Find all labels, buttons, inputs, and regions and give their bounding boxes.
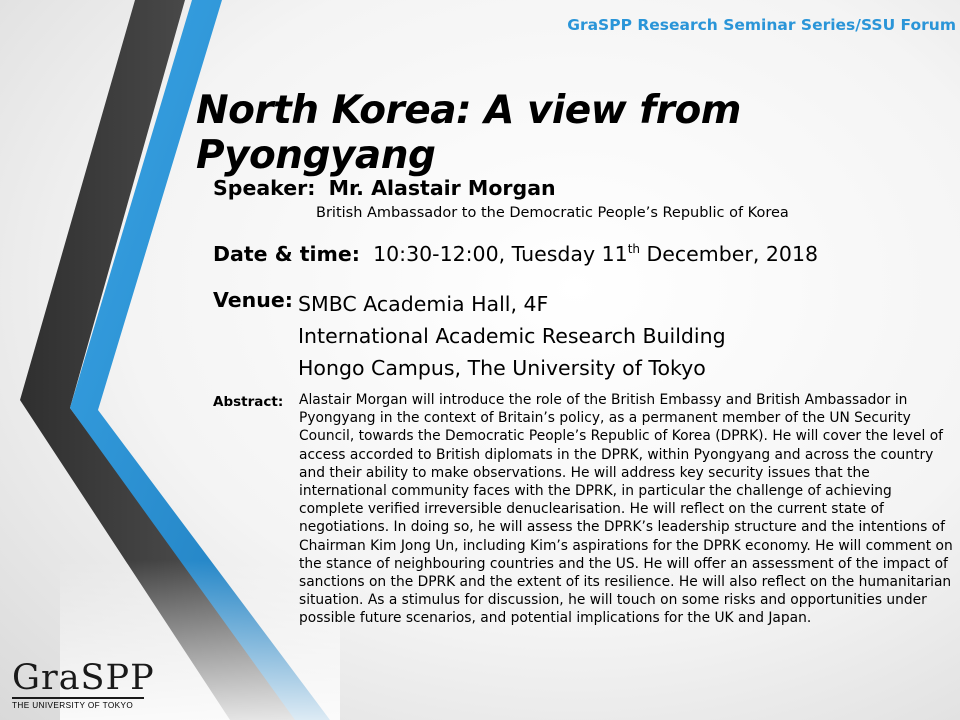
logo-wordmark	[12, 660, 155, 696]
venue-label-line	[213, 288, 293, 312]
date-label: Date & time:	[213, 242, 360, 266]
logo-word-a: GraS	[12, 658, 106, 698]
speaker-name: Mr. Alastair Morgan	[328, 176, 556, 200]
venue-address	[298, 288, 726, 384]
page-title: North Korea: A view from Pyongyang	[196, 88, 741, 178]
speaker-line	[213, 176, 556, 200]
abstract-text: Alastair Morgan will introduce the role of the British Embassy and British Ambassador in Pyongyang in the context of Britain’s policy, as a permanent member of the UN Security Council, towards the Democratic People’s Republic of Korea (DPRK). He will cover the level of access accorded to British diplomats in the DPRK, within Pyongyang and across the country and their ability to make observations. He will address key security issues that the international community faces with the DPRK, in particular the challenge of achieving complete verified irreversible denuclearisation. He will reflect on the current state of negotiations. In doing so, he will assess the DPRK’s leadership structure and the intentions of Chairman Kim Jong Un, including Kim’s aspirations for the DPRK economy. He will comment on the stance of neighbouring countries and the US. He will offer an assessment of the impact of sanctions on the DPRK and the extent of its resilience. He will also reflect on the humanitarian situation. As a stimulus for discussion, he will touch on some risks and opportunities under possible future scenarios, and potential implications for the UK and Japan.	[299, 392, 953, 627]
date-value	[373, 242, 818, 266]
date-superscript: th	[627, 242, 640, 257]
venue-line-3: Hongo Campus, The University of Tokyo	[298, 356, 706, 380]
graspp-logo	[12, 660, 155, 710]
abstract-label: Abstract:	[213, 394, 284, 410]
date-value-suffix: December, 2018	[640, 242, 819, 266]
speaker-label: Speaker:	[213, 176, 316, 200]
seminar-series-label: GraSPP Research Seminar Series/SSU Forum	[567, 16, 956, 34]
venue-line-2: International Academic Research Building	[298, 324, 726, 348]
venue-line-1: SMBC Academia Hall, 4F	[298, 292, 549, 316]
date-line	[213, 242, 818, 266]
venue-label: Venue:	[213, 288, 293, 312]
date-value-prefix: 10:30-12:00, Tuesday 11	[373, 242, 628, 266]
logo-word-b: PP	[105, 658, 155, 698]
speaker-position: British Ambassador to the Democratic People’s Republic of Korea	[316, 205, 789, 221]
logo-subtitle: THE UNIVERSITY OF TOKYO	[12, 701, 134, 710]
